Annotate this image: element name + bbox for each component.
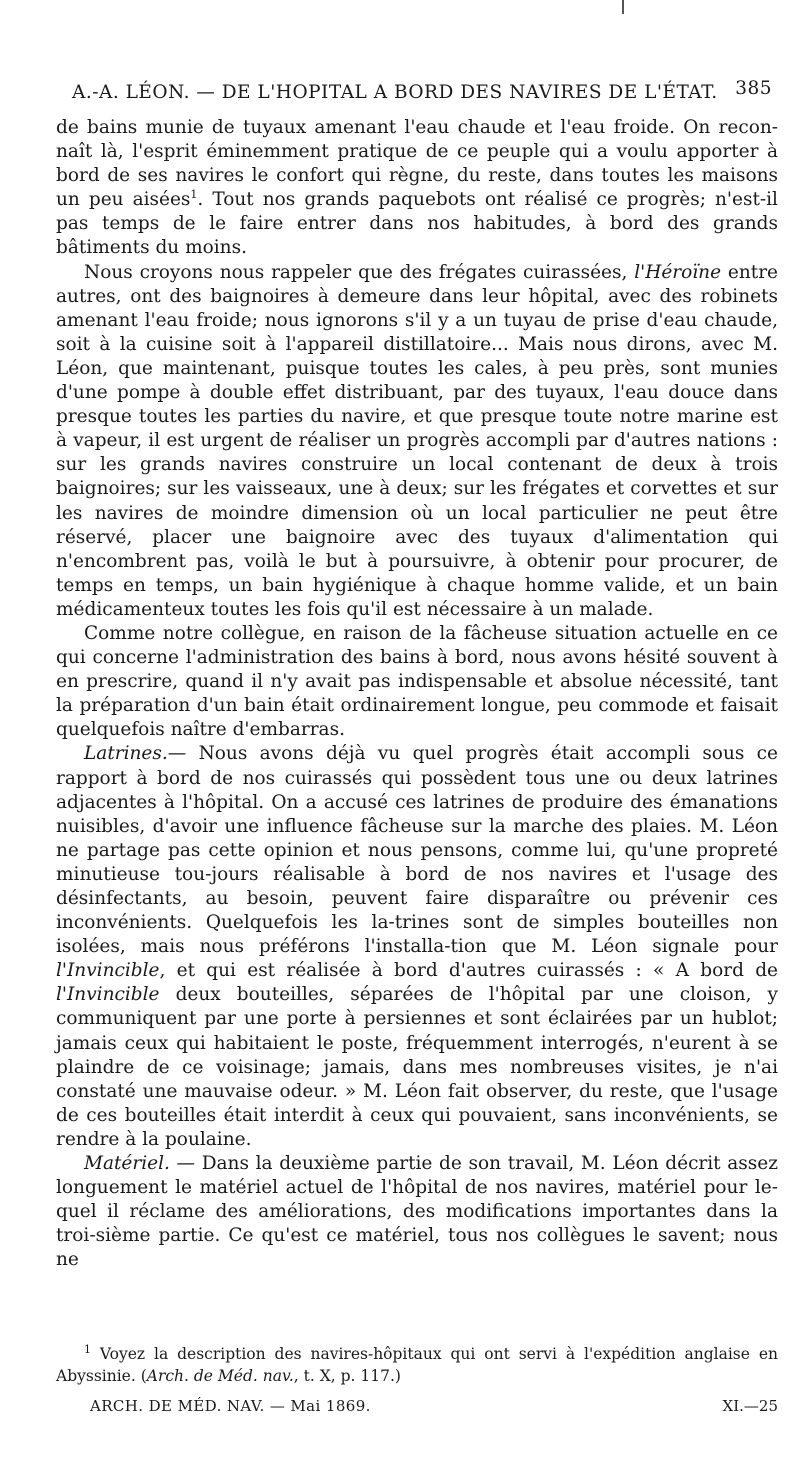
ship-name-heroine: l'Héroïne [634, 261, 722, 283]
paragraph-4 [56, 742, 778, 1152]
footnote-text-a: Voyez la description des navires-hôpitaux qui ont servi à l'expédition anglaise en Abyssinie. ( [56, 1345, 778, 1385]
ship-name-invincible-quote: l'Invincible [56, 984, 160, 1006]
footnote-text [56, 1343, 778, 1387]
running-header [72, 78, 778, 108]
journal-line: ARCH. DE MÉD. NAV. — Mai 1869. [90, 1397, 371, 1415]
section-heading-materiel: Matériel. [84, 1153, 170, 1175]
scan-corner-mark [622, 0, 624, 14]
paragraph-4-text-b: , et qui est réalisée à bord d'autres cuirassés : « A bord de [159, 960, 778, 982]
body-text [56, 116, 778, 1273]
paragraph-2-text-a: Nous croyons nous rappeler que des frégates cuirassées, [84, 261, 635, 283]
paragraph-5 [56, 1152, 778, 1272]
ship-name-invincible: l'Invincible [56, 960, 160, 982]
signature-mark: XI.—25 [722, 1397, 778, 1415]
paragraph-5-text: — Dans la deuxième partie de son travail, M. Léon décrit assez longuement le matériel actuel de l'hôpital de nos navires, matériel pour le-quel il réclame des améliorations, des modifications importantes dans la troi-sième partie. Ce qu'est ce matériel, tous nos collègues le savent; nous ne [56, 1153, 778, 1271]
paragraph-2 [56, 261, 778, 622]
paragraph-4-text-c: deux bouteilles, séparées de l'hôpital par une cloison, y communiquent par une porte à persiennes et sont éclairées par un hublot; jamais ceux qui habitaient le poste, fréquemment interrogés, n'eurent à se plaindre de ce voisinage; jamais, dans mes nombreuses visites, je n'ai constaté une mauvaise odeur. » M. Léon fait observer, du reste, que l'usage de ces bouteilles était interdit à ceux qui pouvaient, sans inconvénients, se rendre à la poulaine. [56, 984, 778, 1150]
section-heading-latrines: Latrines. [84, 743, 168, 765]
paragraph-1-rest: . Tout nos grands paquebots ont réalisé ce progrès; n'est-il pas temps de le faire entrer dans nos habitudes, à bord des grands bâtiments du moins. [56, 189, 778, 259]
footnote-reference: 1 [190, 188, 198, 202]
paragraph-2-text-b: entre autres, ont des baignoires à demeure dans leur hôpital, avec des robinets amenant l'eau froide; nous ignorons s'il y a un tuyau de prise d'eau chaude, soit à la cuisine soit à l'appareil distillatoire... Mais nous dirons, avec M. Léon, que maintenant, puisque toutes les cales, à peu près, sont munies d'une pompe à double effet distribuant, par des tuyaux, l'eau douce dans presque toutes les parties du navire, et que presque toute notre marine est à vapeur, il est urgent de réaliser un progrès accompli par d'autres nations : sur les grands navires construire un local contenant de deux à trois baignoires; sur les vaisseaux, une à deux; sur les frégates et corvettes et sur les navires de moindre dimension où un local particulier ne peut être réservé, placer une baignoire avec des tuyaux d'alimentation qui n'encombrent pas, voilà le but à poursuivre, à obtenir pour procurer, de temps en temps, un bain hygiénique à chaque homme valide, et un bain médicamenteux toutes les fois qu'il est nécessaire à un malade. [56, 261, 778, 620]
footnote-text-b: , t. X, p. 117.) [293, 1367, 401, 1385]
paragraph-4-text-a: — Nous avons déjà vu quel progrès était accompli sous ce rapport à bord de nos cuirassés qui possèdent tous une ou deux latrines adjacentes à l'hôpital. On a accusé ces latrines de produire des émanations nuisibles, d'avoir une influence fâcheuse sur la marche des plaies. M. Léon ne partage pas cette opinion et nous pensons, comme lui, qu'une propreté minutieuse tou-jours réalisable à bord de nos navires et l'usage des désinfectants, au besoin, peuvent faire disparaître ou prévenir ces inconvénients. Quelquefois les la-trines sont de simples bouteilles non isolées, mais nous préférons l'installa-tion que M. Léon signale pour [56, 743, 778, 958]
paragraph-3: Comme notre collègue, en raison de la fâcheuse situation actuelle en ce qui concerne l'administration des bains à bord, nous avons hésité souvent à en prescrire, quand il n'y avait pas indispensable et absolue nécessité, tant la préparation d'un bain était ordinairement longue, peu commode et faisait quelquefois naître d'embarras. [56, 622, 778, 741]
footnote-marker: 1 [84, 1342, 91, 1356]
running-title: A.-A. LÉON. — DE L'HOPITAL A BORD DES NAVIRES DE L'ÉTAT. [72, 82, 718, 103]
paragraph-1-text: de bains munie de tuyaux amenant l'eau chaude et l'eau froide. On recon-naît là, l'esprit éminemment pratique de ce peuple qui a voulu apporter à bord de ses navires le confort qui règne, du reste, dans toutes les maisons un peu aisées [56, 117, 778, 211]
page-footer [90, 1397, 778, 1421]
footnote-source: Arch. de Méd. nav. [146, 1367, 294, 1385]
page-number: 385 [735, 78, 772, 99]
footnote [56, 1343, 778, 1387]
paragraph-1 [56, 116, 778, 261]
